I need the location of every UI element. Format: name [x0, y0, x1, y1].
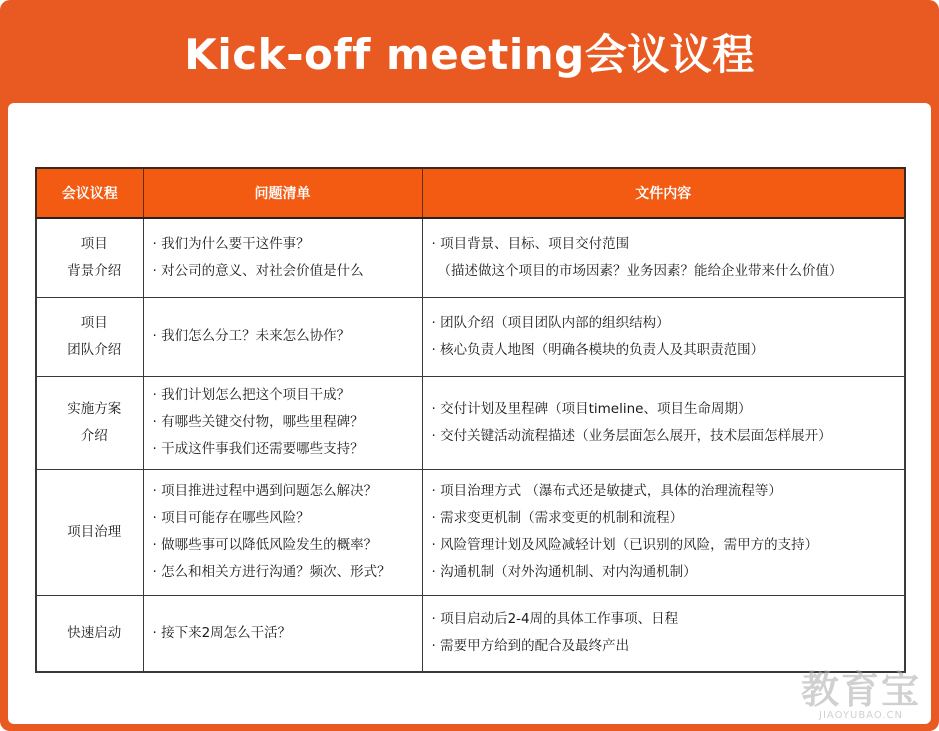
question-item: · 接下来2周怎么干活？ — [153, 620, 422, 647]
questions-cell — [143, 297, 422, 376]
table-row — [36, 595, 905, 672]
question-item: · 项目推进过程中遇到问题怎么解决？ — [153, 478, 422, 505]
stage-label: 项目治理 — [67, 523, 122, 540]
question-item: · 对公司的意义、对社会价值是什么 — [153, 258, 422, 285]
document-item: · 项目治理方式 （瀑布式还是敏捷式，具体的治理流程等） — [432, 478, 905, 505]
watermark-logo — [801, 670, 921, 721]
document-item: · 项目启动后2-4周的具体工作事项、日程 — [432, 606, 905, 633]
page-title: Kick-off meeting会议议程 — [184, 29, 755, 79]
documents-cell — [422, 297, 905, 376]
document-item: · 项目背景、目标、项目交付范围 — [432, 231, 905, 258]
document-item: · 需要甲方给到的配合及最终产出 — [432, 633, 905, 660]
table-row — [36, 469, 905, 595]
document-item: · 核心负责人地图（明确各模块的负责人及其职责范围） — [432, 337, 905, 364]
question-item: · 怎么和相关方进行沟通？频次、形式？ — [153, 559, 422, 586]
stage-cell — [36, 595, 143, 672]
questions-cell — [143, 595, 422, 672]
table-row — [36, 376, 905, 469]
stage-cell — [36, 376, 143, 469]
documents-cell — [422, 376, 905, 469]
questions-cell — [143, 218, 422, 297]
stage-cell — [36, 469, 143, 595]
documents-cell — [422, 595, 905, 672]
question-item: · 我们怎么分工？未来怎么协作？ — [153, 323, 422, 350]
document-item: · 沟通机制（对外沟通机制、对内沟通机制） — [432, 559, 905, 586]
question-item: · 干成这件事我们还需要哪些支持？ — [153, 436, 422, 463]
stage-cell — [36, 297, 143, 376]
document-item: · 交付计划及里程碑（项目timeline、项目生命周期） — [432, 396, 905, 423]
stage-label: 介绍 — [80, 427, 108, 444]
document-item: （描述做这个项目的市场因素？业务因素？能给企业带来什么价值） — [437, 262, 843, 279]
stage-label: 团队介绍 — [67, 341, 122, 358]
stage-label: 实施方案 — [67, 400, 122, 417]
table-header-row — [36, 168, 905, 218]
agenda-table — [35, 167, 906, 673]
watermark-text: 教育宝 — [800, 668, 921, 712]
questions-cell — [143, 469, 422, 595]
documents-cell — [422, 469, 905, 595]
watermark-url: JIAOYUBAO.CN — [819, 710, 903, 721]
header-documents: 文件内容 — [422, 168, 905, 218]
question-item: · 做哪些事可以降低风险发生的概率？ — [153, 532, 422, 559]
question-item: · 有哪些关键交付物，哪些里程碑？ — [153, 409, 422, 436]
header-agenda: 会议议程 — [36, 168, 143, 218]
documents-cell — [422, 218, 905, 297]
document-item: · 交付关键活动流程描述（业务层面怎么展开，技术层面怎样展开） — [432, 423, 905, 450]
stage-label: 项目 — [80, 314, 108, 331]
title-banner — [0, 0, 939, 103]
header-questions: 问题清单 — [143, 168, 422, 218]
question-item: · 项目可能存在哪些风险？ — [153, 505, 422, 532]
question-item: · 我们为什么要干这件事？ — [153, 231, 422, 258]
stage-label: 背景介绍 — [67, 262, 122, 279]
table-row — [36, 218, 905, 297]
stage-label: 快速启动 — [67, 624, 122, 641]
stage-cell — [36, 218, 143, 297]
question-item: · 我们计划怎么把这个项目干成？ — [153, 382, 422, 409]
questions-cell — [143, 376, 422, 469]
table-row — [36, 297, 905, 376]
document-item: · 团队介绍（项目团队内部的组织结构） — [432, 310, 905, 337]
document-item: · 风险管理计划及风险减轻计划（已识别的风险，需甲方的支持） — [432, 532, 905, 559]
document-item: · 需求变更机制（需求变更的机制和流程） — [432, 505, 905, 532]
stage-label: 项目 — [80, 235, 108, 252]
